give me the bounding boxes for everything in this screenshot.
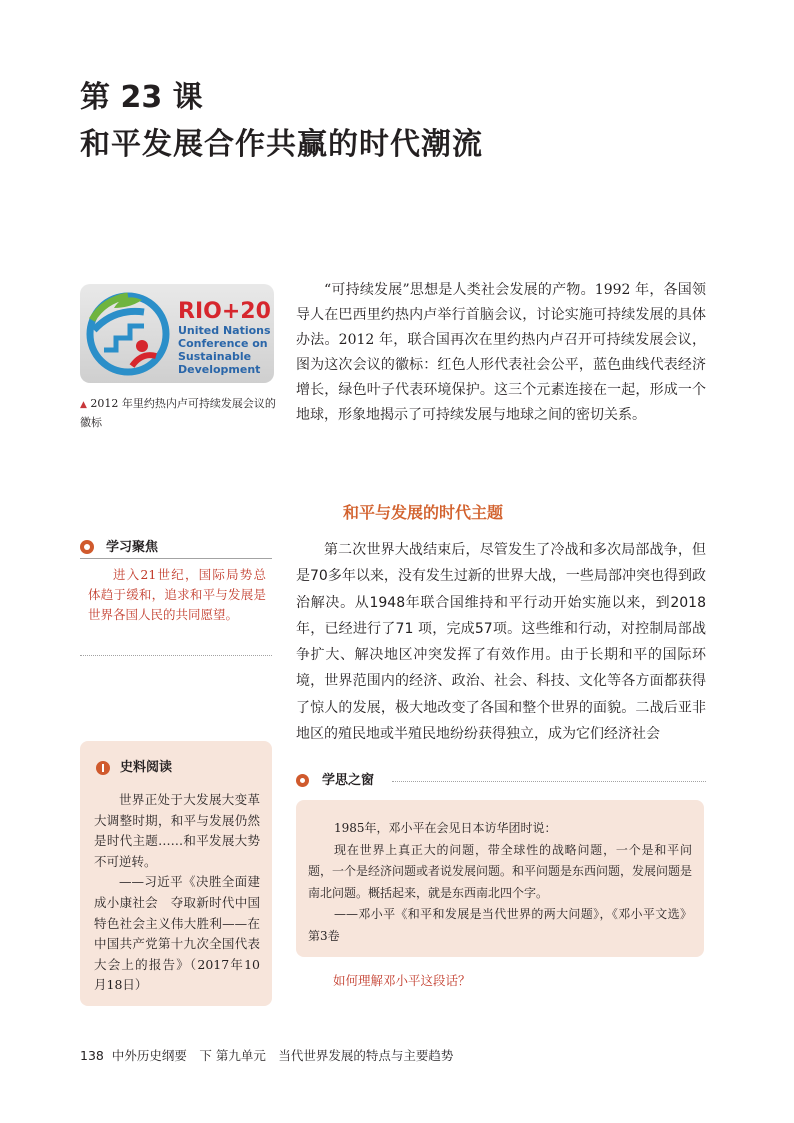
book-icon xyxy=(96,761,110,775)
logo-line-3: Sustainable xyxy=(178,350,252,363)
logo-line-2: Conference on xyxy=(178,337,268,350)
thinking-quote: 现在世界上真正大的问题，带全球性的战略问题，一个是和平问题，一个是经济问题或者说发展问题。和平问题是东西问题，发展问题是南北问题。概括起来，就是东西南北四个字。 xyxy=(308,842,693,900)
section-heading: 和平与发展的时代主题 xyxy=(342,503,503,522)
focus-text: 进入21世纪，国际局势总体趋于缓和，追求和平与发展是世界各国人民的共同愿望。 xyxy=(88,567,266,622)
globe-icon xyxy=(84,290,174,378)
sources-body xyxy=(94,790,260,996)
rio20-logo xyxy=(80,284,274,383)
lesson-title: 和平发展合作共赢的时代潮流 xyxy=(80,127,483,162)
target-icon xyxy=(80,540,94,554)
triangle-marker-icon: ▲ xyxy=(80,400,87,410)
logo-line-1: United Nations xyxy=(178,324,271,337)
thinking-box xyxy=(296,800,704,957)
logo-rio20: RIO+20 xyxy=(178,299,271,324)
caption-text: 2012 年里约热内卢可持续发展会议的徽标 xyxy=(80,397,276,429)
focus-header xyxy=(80,540,272,559)
page-number: 138 xyxy=(80,1048,104,1063)
thinking-question: 如何理解邓小平这段话？ xyxy=(333,973,471,988)
thinking-divider xyxy=(392,781,706,782)
thinking-body xyxy=(308,818,692,947)
logo-wordmark xyxy=(178,300,271,376)
focus-body xyxy=(88,565,266,625)
logo-caption xyxy=(80,395,276,431)
sources-label: 史料阅读 xyxy=(120,760,173,775)
sources-quote: 世界正处于大发展大变革大调整时期，和平与发展仍然是时代主题……和平发展大势不可逆转。 xyxy=(94,792,260,869)
thinking-header xyxy=(296,773,706,789)
thinking-label: 学思之窗 xyxy=(322,773,375,788)
lesson-number: 第 23 课 xyxy=(80,80,203,115)
intro-text: “可持续发展”思想是人类社会发展的产物。1992 年，各国领导人在巴西里约热内卢举行首脑会议，讨论实施可持续发展的具体办法。2012 年，联合国再次在里约热内卢召开可持续发展会议，图为这次会议的徽标：红色人形代表社会公平，蓝色曲线代表经济增长，绿色叶子代表环境保护。这三个元素连接在一起，形成一个地球，形象地揭示了可持续发展与地球之间的密切关系。 xyxy=(296,282,706,423)
focus-divider xyxy=(80,655,272,656)
intro-paragraph xyxy=(296,278,706,428)
footer-text: 中外历史纲要 下 第九单元 当代世界发展的特点与主要趋势 xyxy=(111,1048,454,1063)
sources-citation: ——习近平《决胜全面建成小康社会 夺取新时代中国特色社会主义伟大胜利——在中国共产党第十九次全国代表大会上的报告》（2017年10月18日） xyxy=(94,874,260,993)
logo-line-4: Development xyxy=(178,363,261,376)
thinking-intro: 1985年，邓小平在会见日本访华团时说： xyxy=(334,821,557,835)
thinking-citation: ——邓小平《和平和发展是当代世界的两大问题》，《邓小平文选》第3卷 xyxy=(308,907,692,943)
thinking-icon xyxy=(296,774,309,787)
page-footer xyxy=(80,1047,453,1065)
main-text: 第二次世界大战结束后，尽管发生了冷战和多次局部战争，但是70多年以来，没有发生过新的世界大战，一些局部冲突也得到政治解决。从1948年联合国维持和平行动开始实施以来，到2018年，已经进行了71 项，完成57项。这些维和行动，对控制局部战争扩大、解决地区冲突发挥了有效作用。由于长期和平的国际环境，世界范围内的经济、政治、社会、科技、文化等各方面都获得了惊人的发展，极大地改变了各国和整个世界的面貌。二战后亚非地区的殖民地或半殖民地纷纷获得独立，成为它们经济社会 xyxy=(296,542,706,743)
main-paragraph xyxy=(296,537,706,747)
focus-label: 学习聚焦 xyxy=(106,540,159,555)
sources-box xyxy=(80,741,272,1006)
